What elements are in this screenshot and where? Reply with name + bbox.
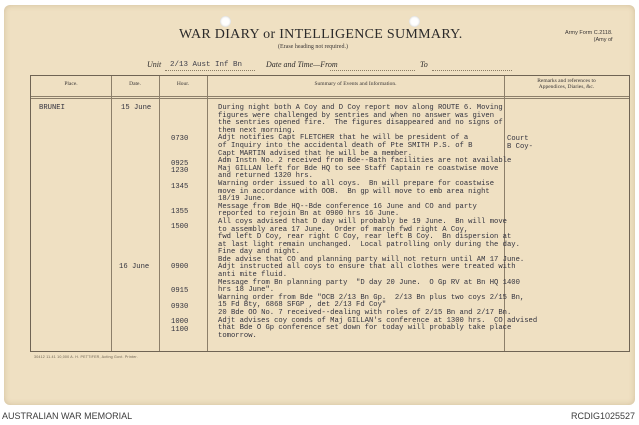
date-from-underline — [330, 70, 415, 71]
date-cell: 15 June — [121, 104, 152, 112]
column-header-date: Date. — [129, 81, 141, 87]
printer-imprint: 30412 11.41 10,000 A. H. PETTIFER, Acting Govt. Printer. — [34, 355, 138, 359]
header-rule-double — [31, 98, 629, 99]
hour-cell: 1000 — [171, 318, 189, 326]
column-header-remarks — [504, 78, 629, 90]
form-number-line: Army Form C.2118. — [565, 30, 613, 36]
page-subtitle: (Erase heading not required.) — [278, 44, 348, 50]
remarks-header-line-2: Appendices, Diaries, &c. — [538, 84, 595, 90]
to-label: To — [420, 60, 428, 69]
punch-hole-left — [220, 16, 231, 27]
date-to-underline — [432, 70, 512, 71]
column-header-hour: Hour. — [176, 81, 190, 87]
column-header-summary: Summary of Events and Information. — [314, 81, 397, 87]
hour-cell: 0900 — [171, 263, 189, 271]
date-cell: 16 June — [119, 263, 150, 271]
hour-cell: 1100 — [171, 326, 189, 334]
page-title: WAR DIARY or INTELLIGENCE SUMMARY. — [179, 27, 463, 42]
hour-cell: 1500 — [171, 223, 189, 231]
header-rule — [31, 96, 629, 97]
hour-cell: 1230 — [171, 167, 189, 175]
punch-hole-right — [409, 16, 420, 27]
column-divider — [207, 76, 208, 351]
hour-cell: 1355 — [171, 208, 189, 216]
diary-table — [30, 75, 630, 352]
summary-text: During night both A Coy and D Coy report mov along ROUTE 6. Moving figures were challenged by sentries and when no answer was given the sentries opened fire. The figures disappeared and no signs of them next morning. Adjt notifies Capt FLETCHER that he will be president of a of Inquiry into the accidental death of Pte SMITH P.S. of B Capt MARTIN advised that he will be a member. Adm Instn No. 2 received from Bde--Bath facilities are not available Maj GILLAN left for Bde HQ to see Staff Captain re coastwise move and returned 1320 hrs. Warning order issued to all coys. Bn will prepare for coastwise move in accordance with OOB. Bn gp will move to emb area night 18/19 June. Message from Bde HQ--Bde conference 16 June and CO and party reported to rejoin Bn at 0900 hrs 16 June. All coys advised that D day will probably be 19 June. Bn will move to assembly area 17 June. Order of march fwd right A Coy, fwd left D Coy, rear right C Coy, rear left B Coy. Bn dispersion at at last light remain unchanged. Local patrolling only during the day. Fine day and night. Bde advise that CO and planning party will not return until AM 17 June. Adjt instructed all coys to ensure that all clothes were treated with anti mite fluid. Message from Bn planning party "D day 20 June. O Gp RV at Bn HQ 1400 hrs 18 June". Warning order from Bde "OCB 2/13 Bn Gp. 2/13 Bn plus two coys 2/15 Bn, 15 Fd Bty, 6868 SFGP , det 2/13 Fd Coy" 20 Bde OO No. 7 received--dealing with roles of 2/15 Bn and 2/17 Bn. Adjt advises coy comds of Maj GILLAN's conference at 1300 hrs. CO advised that Bde O Gp conference set down for today will probably take place tomorrow. — [218, 104, 538, 340]
column-header-place: Place. — [64, 81, 78, 87]
hour-cell: 1345 — [171, 183, 189, 191]
hour-cell: 0925 — [171, 160, 189, 168]
column-divider — [159, 76, 160, 351]
archive-credit: AUSTRALIAN WAR MEMORIAL — [2, 411, 133, 421]
archive-reference: RCDIG1025527 — [570, 411, 635, 421]
unit-label: Unit — [147, 60, 162, 69]
place-cell: BRUNEI — [39, 104, 65, 112]
remarks-header-line-1: Remarks and references to — [537, 78, 596, 84]
date-time-label: Date and Time—From — [266, 60, 338, 69]
unit-value: 2/13 Aust Inf Bn — [170, 61, 243, 69]
army-form-number — [565, 30, 613, 44]
column-divider — [111, 76, 112, 351]
hour-cell: 0930 — [171, 303, 189, 311]
remarks-text: Court B Coy- — [507, 135, 533, 151]
form-number-line-2: (Amy of — [593, 37, 613, 43]
hour-cell: 0730 — [171, 135, 189, 143]
unit-underline — [165, 70, 255, 71]
hour-cell: 0915 — [171, 287, 189, 295]
